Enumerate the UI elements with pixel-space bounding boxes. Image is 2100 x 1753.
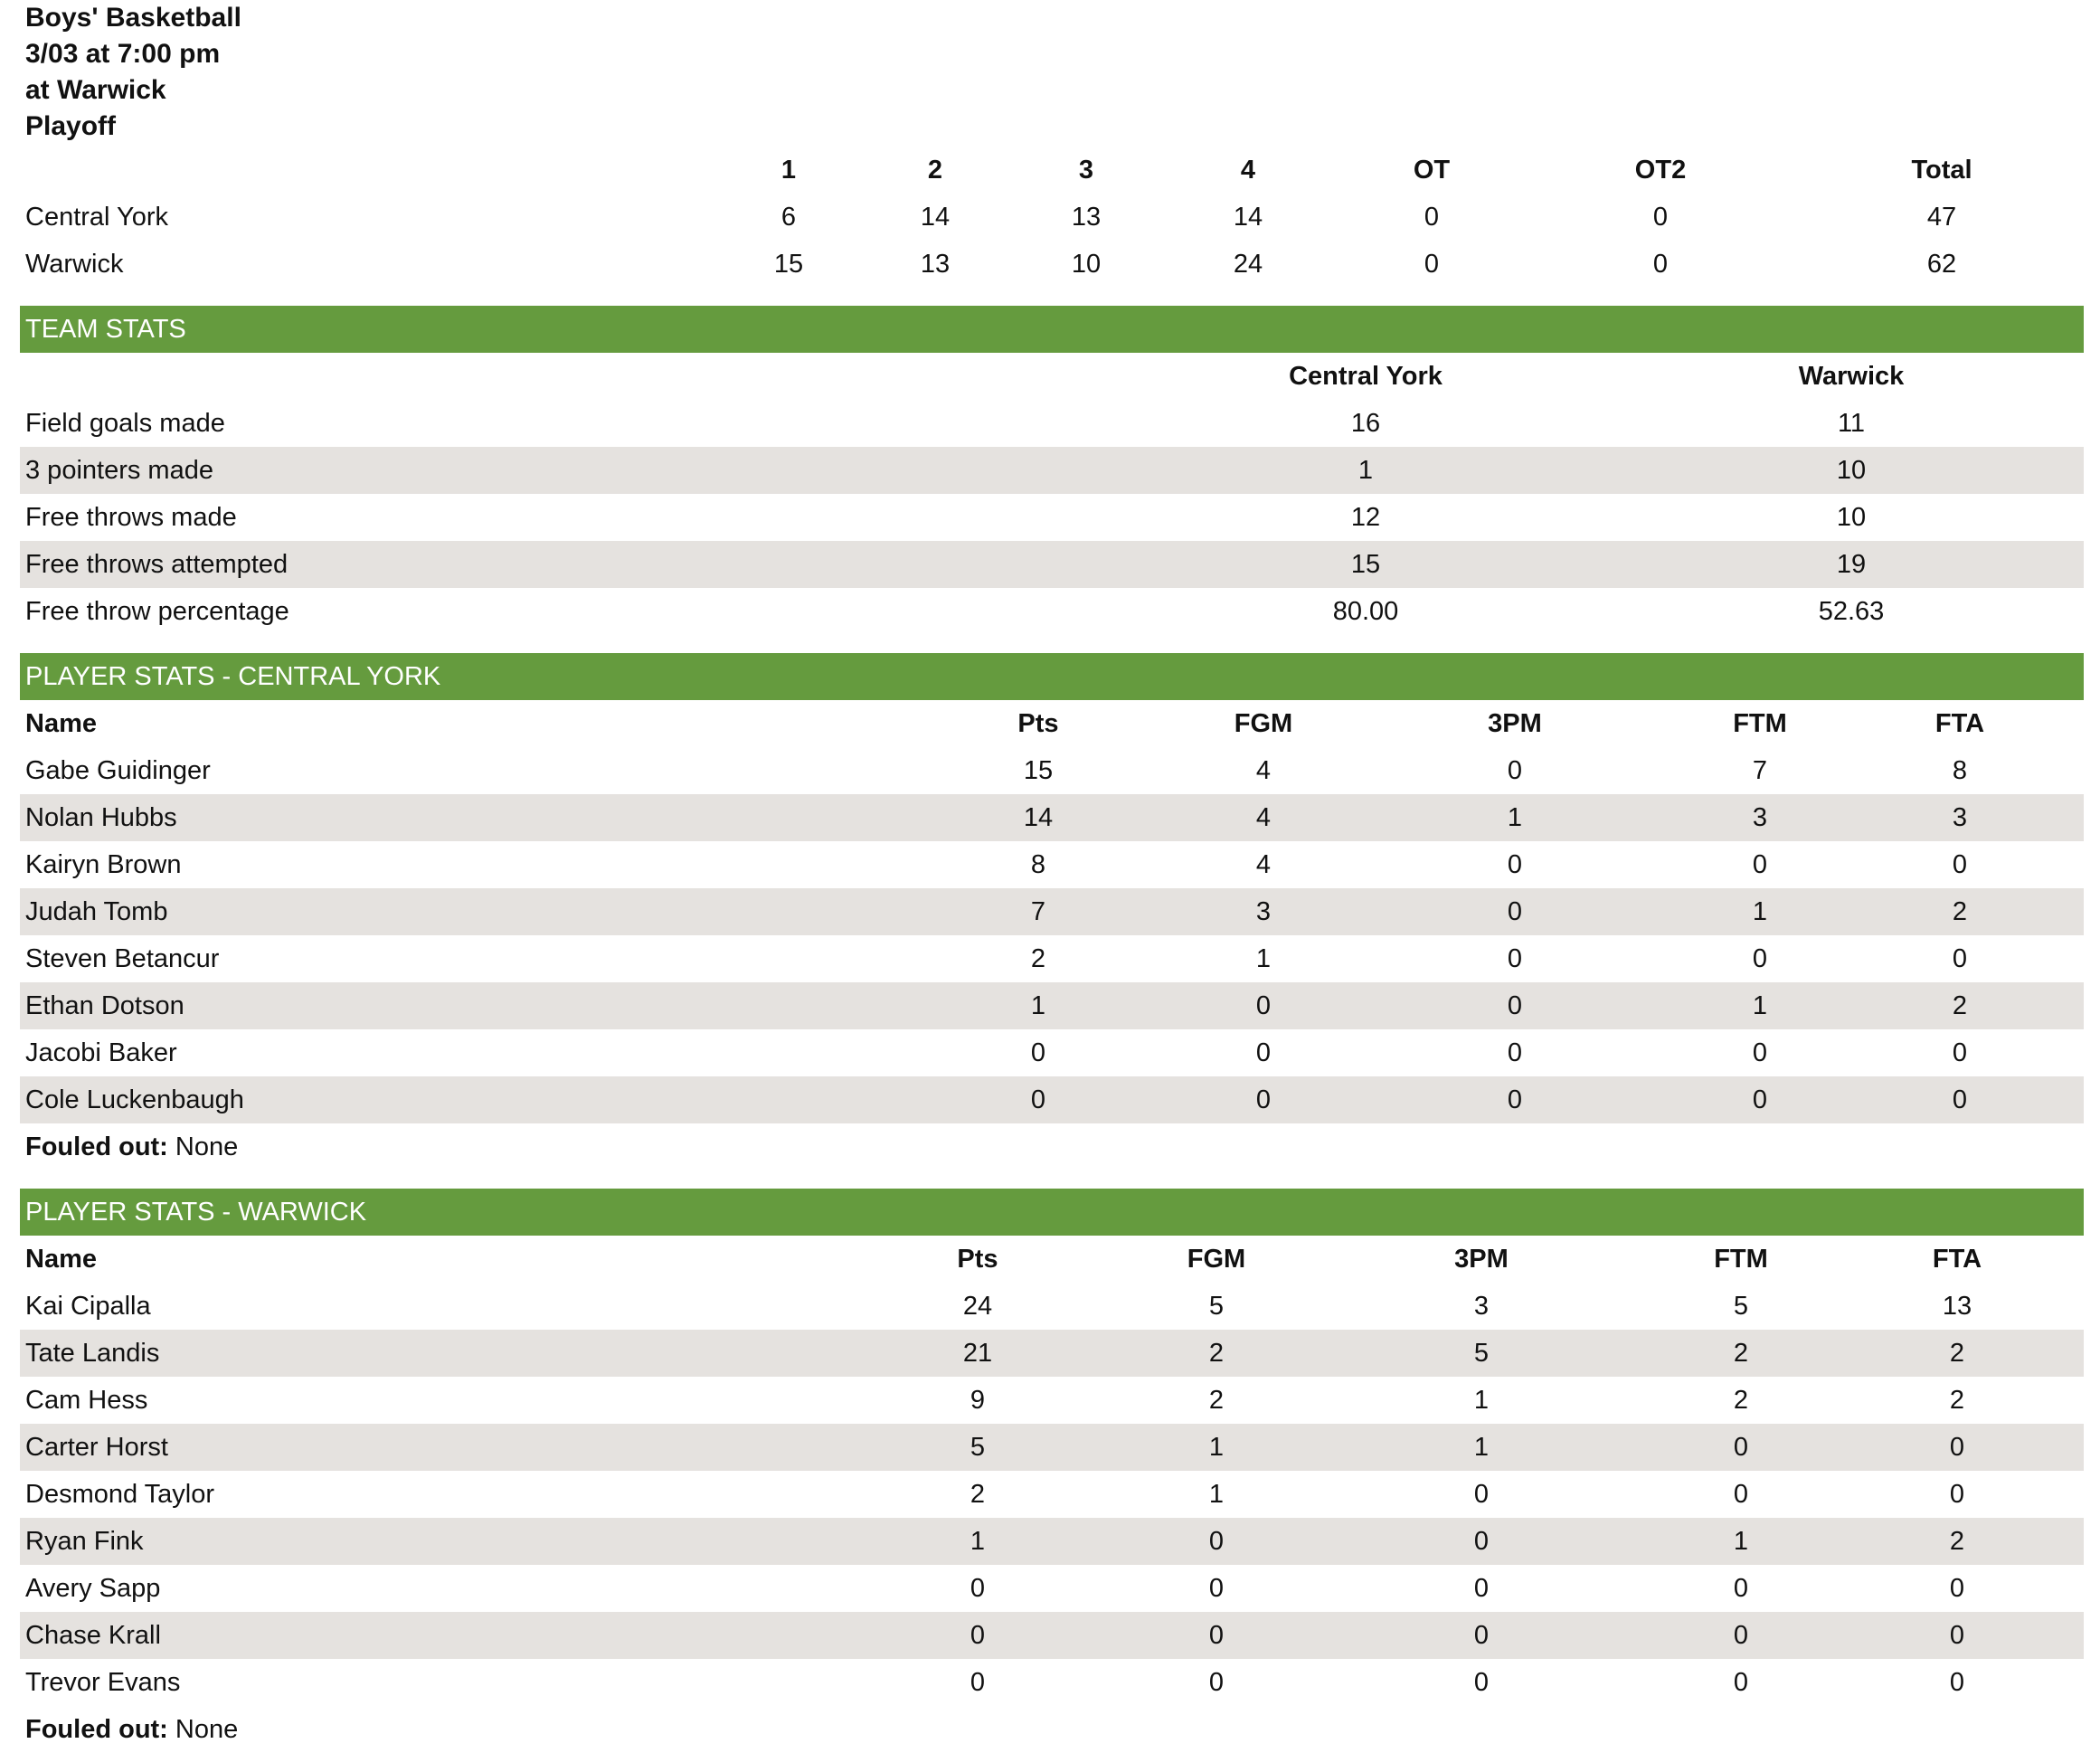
player-name: Carter Horst [20,1424,834,1471]
linescore-col-ot2: OT2 [1634,155,1687,185]
player-ftm: 0 [1651,1424,1830,1471]
player-ftm: 0 [1733,1479,1749,1509]
table-row [20,1612,2084,1659]
player-3pm: 0 [1346,982,1684,1029]
player-pts: 0 [970,1573,986,1603]
linescore-total: 62 [1926,249,1957,279]
player-name: Chase Krall [20,1612,834,1659]
player-fta: 0 [1830,1612,2084,1659]
player-fgm: 0 [1181,982,1346,1029]
player-ftm: 0 [1733,1573,1749,1603]
player-name: Ryan Fink [20,1518,834,1565]
table-row [20,1029,2084,1076]
fouled-out-value: None [175,1132,239,1161]
linescore-score: 14 [1233,202,1263,232]
linescore-row [20,241,2084,288]
col-fgm: FGM [1234,708,1293,738]
player-pts: 1 [834,1518,1121,1565]
player-name: Ethan Dotson [20,982,895,1029]
team-stats-value: 10 [1836,502,1867,532]
player-fta: 2 [1830,1518,2084,1565]
game-type: Playoff [25,111,117,141]
player-pts: 1 [895,982,1181,1029]
player-3pm: 0 [1507,755,1523,785]
player-ftm: 0 [1651,1612,1830,1659]
central-york-fouled-out [25,1123,238,1170]
team-stats-value: 11 [1837,408,1866,438]
team-stats-value: 80.00 [1332,596,1399,626]
warwick-fouled-out [25,1706,238,1753]
team-stats-value: 1 [1112,447,1619,494]
player-fta: 0 [1836,1076,2084,1123]
player-3pm: 0 [1311,1518,1651,1565]
team-stats-row [20,588,2084,635]
game-sport: Boys' Basketball [25,3,241,33]
player-ftm: 0 [1684,1076,1836,1123]
player-3pm: 1 [1346,794,1684,841]
team-stats-label: Field goals made [25,408,225,438]
team-stats-header-row [20,353,2084,400]
team-stats-section-bar [20,306,2084,353]
player-ftm: 3 [1684,794,1836,841]
warwick-section-bar [20,1189,2084,1236]
player-fgm: 4 [1181,794,1346,841]
linescore-score: 0 [1652,249,1669,279]
linescore-score: 24 [1233,249,1263,279]
team-stats-value: 12 [1350,502,1381,532]
player-ftm: 7 [1752,755,1768,785]
linescore-col-3: 3 [1078,155,1094,185]
player-name: Desmond Taylor [25,1479,215,1509]
player-name: Jacobi Baker [25,1038,177,1067]
linescore-col-ot: OT [1413,155,1451,185]
col-pts: Pts [957,1244,998,1274]
player-fgm: 0 [1255,1038,1272,1067]
player-ftm: 1 [1684,888,1836,935]
team-stats-label: 3 pointers made [20,447,1112,494]
central-york-title: PLAYER STATS - CENTRAL YORK [25,662,441,691]
player-ftm: 0 [1752,849,1768,879]
linescore-score: 13 [1071,202,1102,232]
player-header-row [20,1236,2084,1283]
player-ftm: 2 [1651,1330,1830,1377]
linescore-row [20,194,2084,241]
linescore-score: 0 [1424,202,1440,232]
player-fta: 8 [1952,755,1968,785]
player-3pm: 0 [1473,1479,1490,1509]
linescore-score: 0 [1424,249,1440,279]
table-row [20,982,2084,1029]
team-stats-table [20,353,2084,635]
player-pts: 8 [1030,849,1046,879]
table-row [20,1471,2084,1518]
player-name: Cole Luckenbaugh [20,1076,895,1123]
game-header [25,0,241,145]
fouled-out-label: Fouled out: [25,1715,168,1744]
team-stats-value: 19 [1619,541,2084,588]
col-pts: Pts [1017,708,1059,738]
player-fgm: 3 [1181,888,1346,935]
player-fgm: 0 [1208,1573,1225,1603]
team-stats-label: Free throws made [25,502,237,532]
player-pts: 7 [895,888,1181,935]
linescore-team: Warwick [25,249,124,279]
table-row [20,747,2084,794]
linescore-score: 0 [1652,202,1669,232]
team-stats-label: Free throw percentage [25,596,289,626]
player-fgm: 2 [1121,1330,1311,1377]
linescore-total: 47 [1926,202,1957,232]
table-row [20,1424,2084,1471]
team-stats-row [20,400,2084,447]
table-row [20,841,2084,888]
player-name: Avery Sapp [25,1573,161,1603]
player-name: Cam Hess [25,1385,148,1415]
player-name: Tate Landis [20,1330,834,1377]
player-fta: 0 [1949,1667,1965,1697]
central-york-section-bar [20,653,2084,700]
col-fta: FTA [1934,708,1985,738]
player-fta: 2 [1949,1385,1965,1415]
linescore-score: 15 [773,249,804,279]
linescore-col-4: 4 [1240,155,1256,185]
col-ftm: FTM [1733,708,1787,738]
player-3pm: 0 [1507,1038,1523,1067]
player-ftm: 5 [1733,1291,1749,1321]
linescore-table [20,147,2084,288]
player-fgm: 5 [1208,1291,1225,1321]
player-3pm: 0 [1507,849,1523,879]
player-fta: 0 [1952,849,1968,879]
player-pts: 0 [1030,1038,1046,1067]
player-pts: 0 [970,1667,986,1697]
linescore-col-2: 2 [927,155,943,185]
col-3pm: 3PM [1488,708,1542,738]
player-3pm: 0 [1311,1612,1651,1659]
team-stats-row [20,541,2084,588]
fouled-out-label: Fouled out: [25,1132,168,1161]
linescore-score: 14 [920,202,951,232]
linescore-team: Central York [25,202,168,232]
player-header-row [20,700,2084,747]
player-3pm: 0 [1507,943,1523,973]
player-ftm: 0 [1752,1038,1768,1067]
player-ftm: 2 [1733,1385,1749,1415]
player-ftm: 0 [1752,943,1768,973]
table-row [20,794,2084,841]
table-row [20,1330,2084,1377]
player-fta: 2 [1836,888,2084,935]
player-name: Kairyn Brown [25,849,182,879]
central-york-player-rows [20,747,2084,1123]
player-ftm: 1 [1651,1518,1830,1565]
player-fta: 3 [1836,794,2084,841]
col-3pm: 3PM [1454,1244,1509,1274]
player-3pm: 3 [1473,1291,1490,1321]
player-fta: 2 [1830,1330,2084,1377]
player-3pm: 0 [1346,1076,1684,1123]
col-fta: FTA [1932,1244,1982,1274]
player-fta: 0 [1830,1424,2084,1471]
table-row [20,935,2084,982]
col-name: Name [25,1244,97,1274]
player-pts: 9 [970,1385,986,1415]
player-pts: 24 [962,1291,993,1321]
fouled-out-value: None [175,1715,239,1744]
player-3pm: 0 [1473,1667,1490,1697]
table-row [20,1565,2084,1612]
player-3pm: 0 [1346,888,1684,935]
linescore-col-1: 1 [780,155,797,185]
player-fta: 0 [1952,943,1968,973]
player-name: Judah Tomb [20,888,895,935]
warwick-player-table [20,1236,2084,1706]
player-fgm: 4 [1255,755,1272,785]
team-stats-label: Free throws attempted [20,541,1112,588]
player-pts: 2 [1030,943,1046,973]
linescore-score: 6 [780,202,797,232]
table-row [20,1076,2084,1123]
player-fgm: 0 [1121,1612,1311,1659]
table-row [20,1283,2084,1330]
table-row [20,888,2084,935]
player-fta: 2 [1836,982,2084,1029]
central-york-player-table [20,700,2084,1123]
player-3pm: 1 [1311,1424,1651,1471]
player-fgm: 0 [1181,1076,1346,1123]
player-fgm: 0 [1208,1667,1225,1697]
game-location: at Warwick [25,75,166,105]
player-3pm: 5 [1311,1330,1651,1377]
player-fgm: 4 [1255,849,1272,879]
team-stats-col-team: Central York [1289,361,1443,391]
team-stats-value: 52.63 [1818,596,1885,626]
player-pts: 5 [834,1424,1121,1471]
linescore-header-row [20,147,2084,194]
player-ftm: 0 [1733,1667,1749,1697]
player-fta: 0 [1952,1038,1968,1067]
team-stats-value: 16 [1350,408,1381,438]
table-row [20,1518,2084,1565]
player-pts: 2 [970,1479,986,1509]
table-row [20,1377,2084,1424]
col-name: Name [25,708,97,738]
player-pts: 14 [895,794,1181,841]
player-fta: 0 [1949,1573,1965,1603]
player-fta: 0 [1949,1479,1965,1509]
player-3pm: 1 [1473,1385,1490,1415]
player-3pm: 0 [1473,1573,1490,1603]
team-stats-value: 10 [1619,447,2084,494]
player-pts: 21 [834,1330,1121,1377]
linescore-col-total: Total [1911,155,1972,185]
player-pts: 15 [1023,755,1054,785]
team-stats-col-team: Warwick [1798,361,1905,391]
linescore-score: 13 [920,249,951,279]
player-fgm: 1 [1121,1424,1311,1471]
player-name: Gabe Guidinger [25,755,211,785]
player-name: Steven Betancur [25,943,220,973]
team-stats-row [20,494,2084,541]
player-fgm: 1 [1208,1479,1225,1509]
team-stats-row [20,447,2084,494]
col-fgm: FGM [1187,1244,1246,1274]
warwick-title: PLAYER STATS - WARWICK [25,1198,367,1227]
team-stats-title: TEAM STATS [25,315,186,344]
player-name: Trevor Evans [25,1667,181,1697]
player-ftm: 1 [1684,982,1836,1029]
table-row [20,1659,2084,1706]
player-name: Kai Cipalla [25,1291,151,1321]
player-fta: 13 [1942,1291,1972,1321]
player-name: Nolan Hubbs [20,794,895,841]
game-datetime: 3/03 at 7:00 pm [25,39,221,69]
player-fgm: 1 [1255,943,1272,973]
linescore-score: 10 [1071,249,1102,279]
player-fgm: 2 [1208,1385,1225,1415]
player-fgm: 0 [1121,1518,1311,1565]
col-ftm: FTM [1714,1244,1768,1274]
player-pts: 0 [895,1076,1181,1123]
team-stats-value: 15 [1112,541,1619,588]
warwick-player-rows [20,1283,2084,1706]
player-pts: 0 [834,1612,1121,1659]
